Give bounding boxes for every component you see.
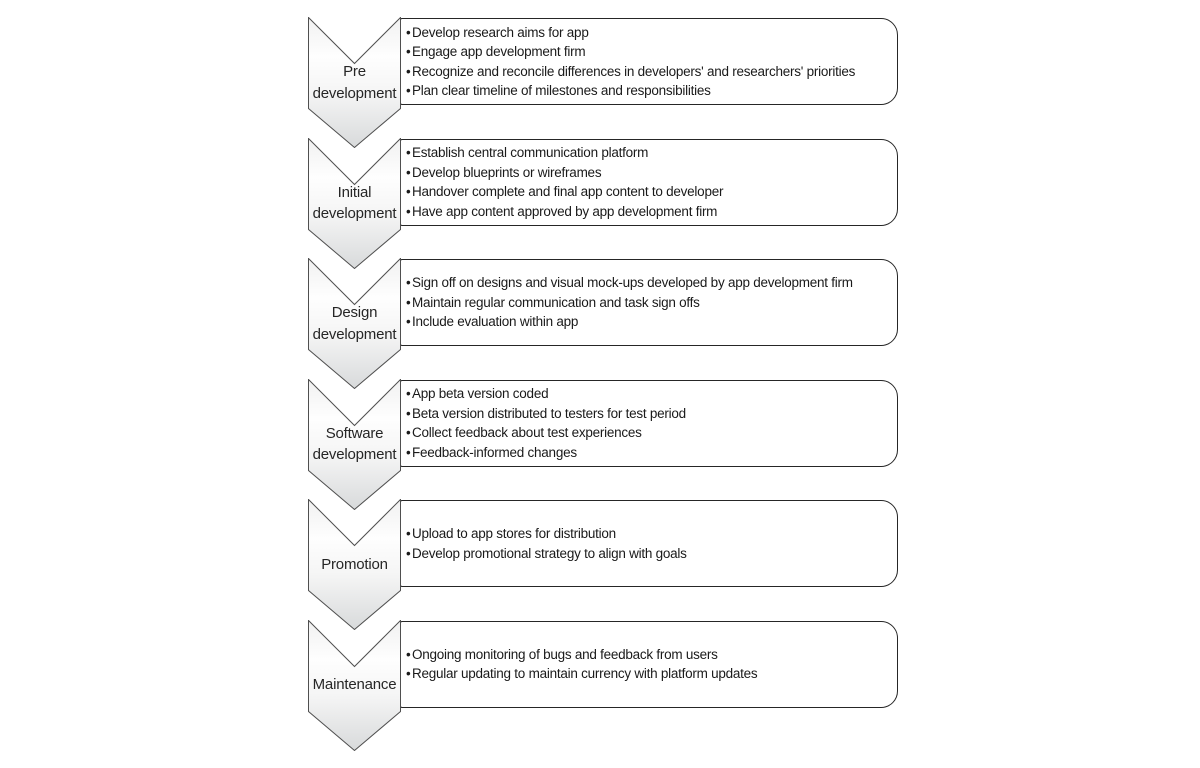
stage-row-promotion [308,500,900,631]
chevron-down-shape [308,138,401,269]
chevron-polygon [309,620,401,750]
stage-detail-box [400,380,898,467]
bullet-list [406,524,897,563]
stage-row-software-development [308,380,900,511]
stage-detail-box [400,500,898,587]
bullet-item: • Develop research aims for app [406,23,897,43]
stage-detail-box [400,259,898,346]
stage-label: Maintenance [312,676,397,694]
chevron-polygon [309,18,401,148]
bullet-item: • Handover complete and final app content to developer [406,182,897,202]
bullet-item: • Regular updating to maintain currency with platform updates [406,664,897,684]
stage-label: Software development [312,424,397,463]
stage-row-design-development [308,259,900,390]
bullet-item: • Recognize and reconcile differences in developers' and researchers' priorities [406,62,897,82]
chevron-polygon [309,138,401,268]
stage-detail-box [400,621,898,708]
chevron-down-shape [308,620,401,751]
bullet-item: • Develop promotional strategy to align with goals [406,544,897,564]
bullet-list [406,273,897,332]
stage-label: Design development [312,304,397,343]
process-diagram [308,18,900,758]
stage-row-initial-development [308,139,900,270]
chevron-down-shape [308,379,401,510]
chevron-down-shape [308,17,401,148]
bullet-item: • Ongoing monitoring of bugs and feedback from users [406,645,897,665]
bullet-item: • Establish central communication platform [406,143,897,163]
chevron-polygon [309,379,401,509]
stage-row-maintenance [308,621,900,752]
bullet-list [406,384,897,462]
bullet-item: • Collect feedback about test experiences [406,423,897,443]
bullet-item: • Maintain regular communication and task sign offs [406,293,897,313]
stage-label: Initial development [312,183,397,222]
bullet-item: • Upload to app stores for distribution [406,524,897,544]
bullet-item: • Have app content approved by app development firm [406,202,897,222]
bullet-list [406,645,897,684]
bullet-item: • Develop blueprints or wireframes [406,163,897,183]
bullet-item: • Include evaluation within app [406,312,897,332]
stage-row-pre-development [308,18,900,149]
stage-label: Promotion [321,555,388,573]
bullet-item: • Engage app development firm [406,42,897,62]
bullet-item: • Sign off on designs and visual mock-ups developed by app development firm [406,273,897,293]
bullet-item: • Feedback-informed changes [406,443,897,463]
stage-label: Pre development [312,63,397,102]
bullet-item: • Beta version distributed to testers for test period [406,404,897,424]
chevron-polygon [309,259,401,389]
chevron-down-shape [308,258,401,389]
chevron-polygon [309,500,401,630]
bullet-item: • Plan clear timeline of milestones and responsibilities [406,81,897,101]
chevron-down-shape [308,499,401,630]
bullet-item: • App beta version coded [406,384,897,404]
bullet-list [406,23,897,101]
bullet-list [406,143,897,221]
stage-detail-box [400,18,898,105]
stage-detail-box [400,139,898,226]
